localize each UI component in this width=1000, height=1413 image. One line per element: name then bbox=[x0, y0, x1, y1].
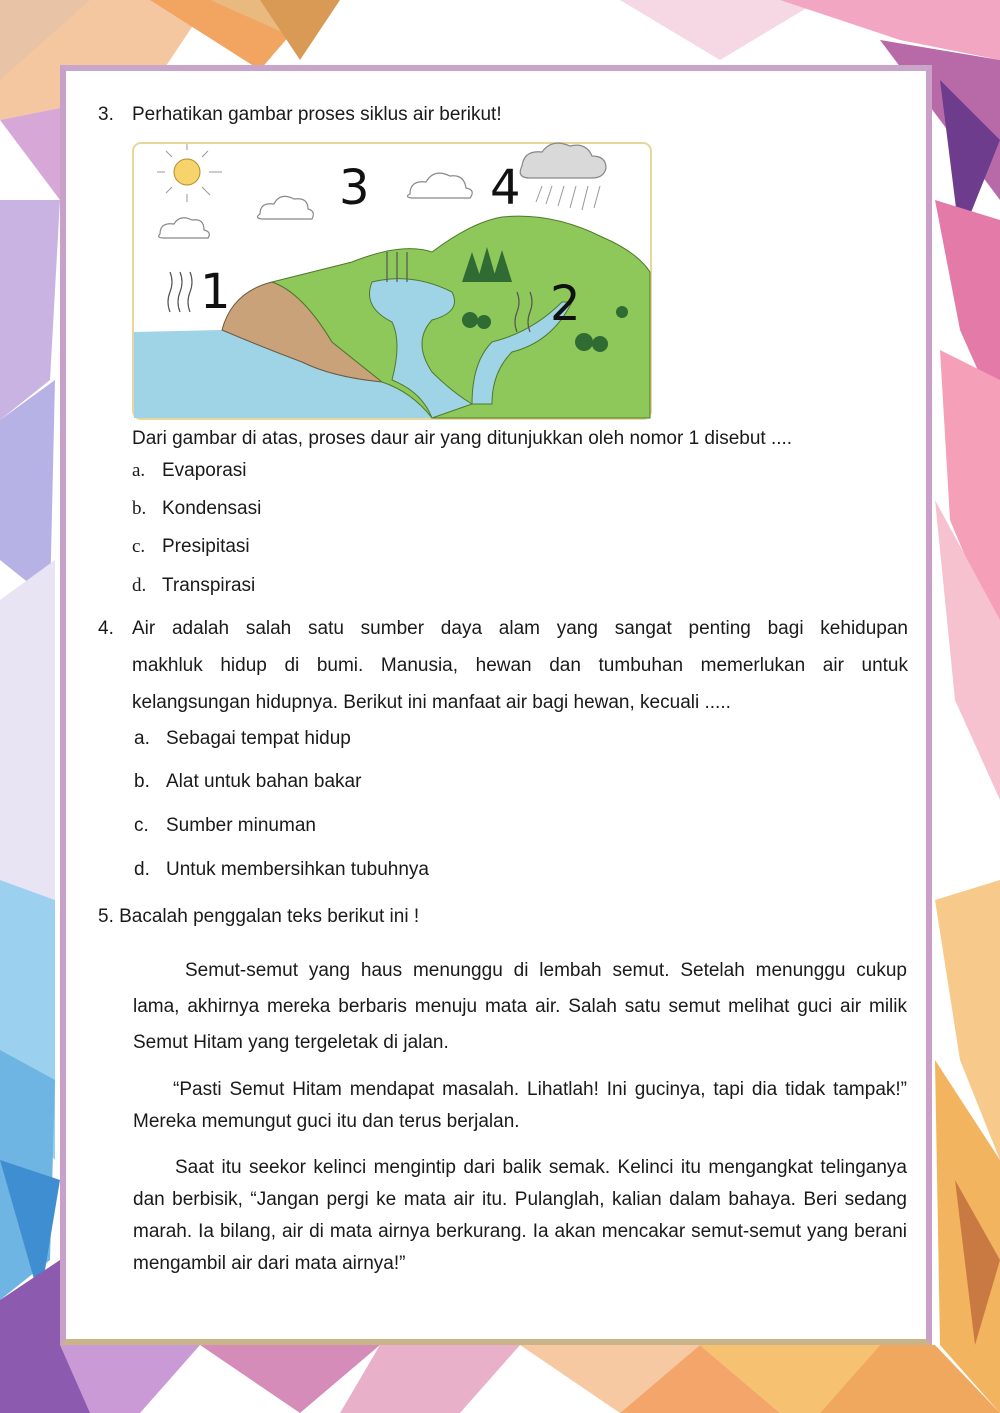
option-3b[interactable] bbox=[132, 496, 261, 522]
option-letter: c. bbox=[132, 536, 146, 557]
story-paragraph-2: “Pasti Semut Hitam mendapat masalah. Lihatlah! Ini gucinya, tapi dia tidak tampak!” Mereka memungut guci itu dan terus berjalan. bbox=[133, 1079, 907, 1132]
option-3a[interactable] bbox=[132, 458, 247, 484]
option-text: Alat untuk bahan bakar bbox=[166, 771, 362, 792]
option-text: Transpirasi bbox=[162, 575, 256, 596]
option-letter: c. bbox=[134, 815, 149, 836]
option-4d[interactable] bbox=[134, 857, 429, 883]
option-text: Presipitasi bbox=[162, 536, 250, 557]
question-3-prompt bbox=[98, 102, 502, 128]
question-4-line-3: kelangsungan hidupnya. Berikut ini manfaat air bagi hewan, kecuali ..... bbox=[132, 692, 731, 713]
option-text: Untuk membersihkan tubuhnya bbox=[166, 859, 429, 880]
option-text: Evaporasi bbox=[162, 460, 247, 481]
option-text: Sumber minuman bbox=[166, 815, 316, 836]
diagram-label-3: 3 bbox=[339, 160, 370, 216]
question-3-text: Dari gambar di atas, proses daur air yang ditunjukkan oleh nomor 1 disebut .... bbox=[132, 428, 793, 449]
option-letter: b. bbox=[132, 498, 147, 519]
question-4-number: 4. bbox=[98, 618, 114, 639]
option-letter: a. bbox=[132, 460, 146, 481]
story-paragraph-3: Saat itu seekor kelinci mengintip dari balik semak. Kelinci itu mengangkat telinganya dan berbisik, “Jangan pergi ke mata air itu. Pulanglah, kalian dalam bahaya. Beri sedang marah. Ia bilang, air di mata airnya berkurang. Ia akan mencakar semut-semut yang berani mengambil air dari mata airnya!” bbox=[133, 1157, 907, 1274]
question-4-line-2: makhluk hidup di bumi. Manusia, hewan dan tumbuhan memerlukan air untuk bbox=[132, 655, 908, 676]
option-letter: a. bbox=[134, 728, 150, 749]
option-4c[interactable] bbox=[134, 813, 316, 839]
option-letter: b. bbox=[134, 771, 150, 792]
option-letter: d. bbox=[132, 575, 147, 596]
option-text: Sebagai tempat hidup bbox=[166, 728, 351, 749]
option-4a[interactable] bbox=[134, 726, 351, 752]
option-4b[interactable] bbox=[134, 769, 361, 795]
diagram-label-4: 4 bbox=[490, 160, 521, 216]
story-paragraph-1: Semut-semut yang haus menunggu di lembah semut. Setelah menunggu cukup lama, akhirnya mereka berbaris menuju mata air. Salah satu semut melihat guci air milik Semut Hitam yang tergeletak di jalan. bbox=[133, 960, 907, 1053]
option-3c[interactable] bbox=[132, 534, 250, 560]
question-3-number: 3. bbox=[98, 104, 114, 125]
option-letter: d. bbox=[134, 859, 150, 880]
option-text: Kondensasi bbox=[162, 498, 262, 519]
diagram-label-1: 1 bbox=[200, 264, 231, 320]
question-3-prompt-text: Perhatikan gambar proses siklus air berikut! bbox=[132, 104, 502, 125]
diagram-label-2: 2 bbox=[550, 276, 581, 332]
water-cycle-diagram bbox=[132, 142, 652, 420]
question-4-line-1: Air adalah salah satu sumber daya alam yang sangat penting bagi kehidupan bbox=[132, 618, 908, 639]
option-3d[interactable] bbox=[132, 573, 255, 599]
question-5-header: 5. Bacalah penggalan teks berikut ini ! bbox=[98, 906, 420, 927]
